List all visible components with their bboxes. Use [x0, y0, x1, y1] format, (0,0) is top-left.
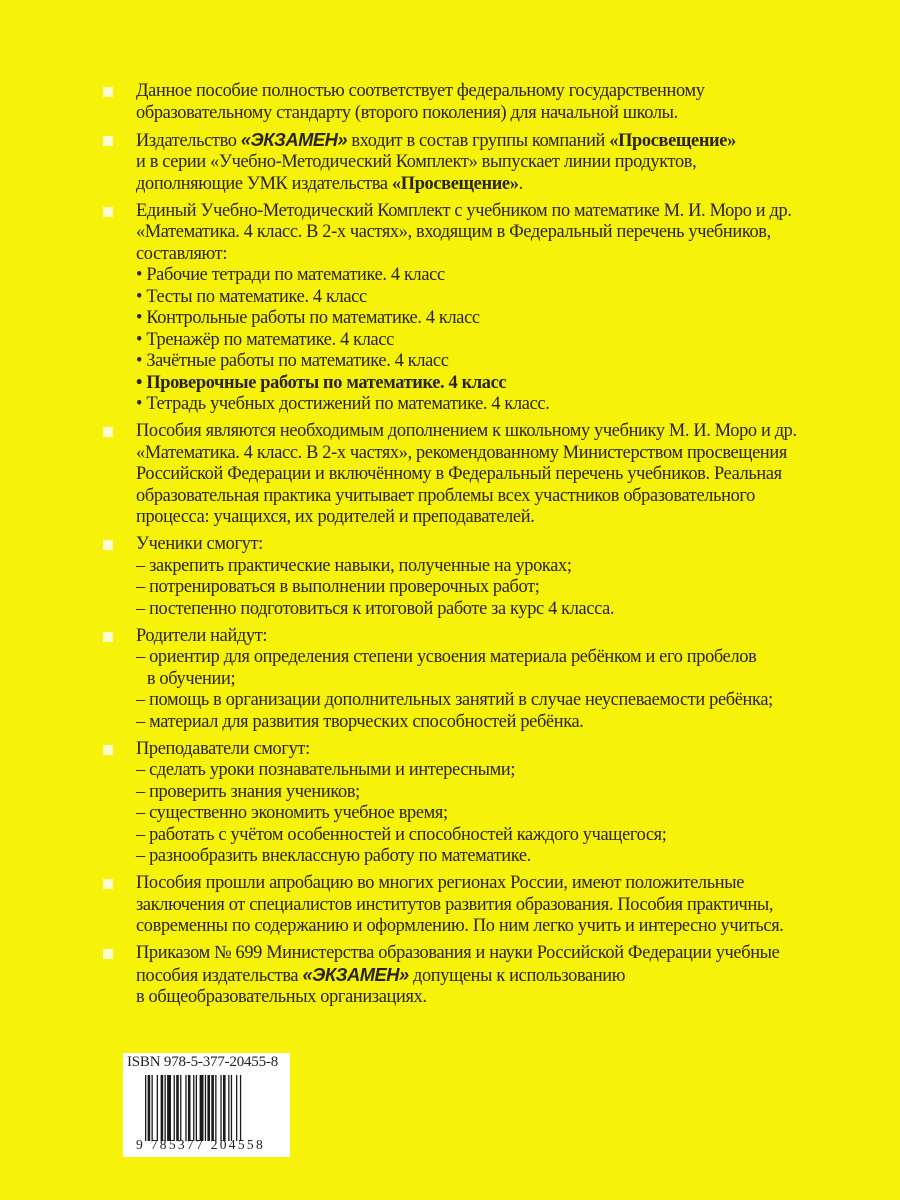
square-bullet-icon	[103, 207, 113, 217]
text-segment: образовательная практика учитывает проблемы всех участников образовательного	[136, 484, 755, 506]
text-line	[136, 463, 886, 485]
square-bullet-icon	[103, 540, 113, 550]
text-segment: • Тесты по математике. 4 класс	[136, 285, 367, 307]
text-line	[136, 824, 886, 846]
square-bullet-icon	[103, 632, 113, 642]
text-segment: – закрепить практические навыки, полученные на уроках;	[136, 554, 572, 576]
text-line	[136, 759, 886, 781]
barcode-bar	[148, 1075, 151, 1141]
barcode-bar	[231, 1075, 232, 1141]
text-segment: Родители найдут:	[136, 624, 268, 646]
barcode-bar	[145, 1075, 146, 1141]
square-bullet-icon	[103, 87, 113, 97]
text-line	[136, 506, 886, 528]
barcode-bar	[161, 1075, 164, 1141]
barcode-bar	[200, 1075, 204, 1141]
barcode-bar	[193, 1075, 194, 1141]
text-line	[136, 243, 886, 265]
text-segment: • Тетрадь учебных достижений по математике. 4 класс.	[136, 393, 550, 414]
emphasis-text: «Просвещение»	[391, 172, 519, 194]
text-line	[136, 286, 886, 308]
barcode-bar	[240, 1075, 241, 1141]
text-segment: Данное пособие полностью соответствует федеральному государственному	[136, 80, 705, 101]
text-segment: дополняющие УМК издательства	[136, 172, 392, 194]
text-segment: – разнообразить внеклассную работу по математике.	[136, 845, 531, 866]
barcode-bar	[188, 1075, 191, 1141]
cover-text	[136, 80, 896, 1013]
text-line	[136, 845, 886, 867]
barcode-bar	[167, 1075, 171, 1141]
barcode-bar	[215, 1075, 216, 1141]
text-segment: составляют:	[136, 242, 228, 264]
barcode-bar	[220, 1075, 221, 1141]
text-segment: входит в состав группы компаний	[347, 129, 610, 151]
text-segment: Приказом № 699 Министерства образования и науки Российской Федерации учебные	[136, 942, 780, 963]
text-line	[136, 894, 886, 916]
isbn-label: ISBN 978-5-377-20455-8	[127, 1054, 279, 1070]
text-line	[136, 80, 886, 102]
text-line	[136, 173, 886, 195]
square-bullet-icon	[103, 745, 113, 755]
text-segment: Преподаватели смогут:	[136, 737, 310, 759]
text-segment: – работать с учётом особенностей и способностей каждого учащегося;	[136, 823, 667, 845]
barcode-bar	[228, 1075, 229, 1141]
text-segment: • Контрольные работы по математике. 4 класс	[136, 307, 480, 328]
emphasis-text: «Просвещение»	[609, 129, 736, 151]
text-segment: «Математика. 4 класс. В 2-х частях», рекомендованному Министерством просвещения	[136, 441, 787, 463]
text-segment: Единый Учебно-Методический Комплект с учебником по математике М. И. Моро и др.	[136, 199, 792, 221]
square-bullet-icon	[103, 427, 113, 437]
text-segment: – сделать уроки познавательными и интересными;	[136, 759, 516, 780]
barcode-bar	[236, 1075, 237, 1141]
text-line	[136, 711, 886, 733]
text-segment: в общеобразовательных организациях.	[136, 986, 427, 1007]
text-line	[136, 625, 886, 647]
text-line	[136, 393, 886, 415]
text-line	[136, 598, 886, 620]
text-segment: Российской Федерации и включённому в Федеральный перечень учебников. Реальная	[136, 463, 782, 484]
paragraph-block	[136, 129, 896, 195]
barcode-bar	[180, 1075, 181, 1141]
barcode-bar	[196, 1075, 197, 1141]
text-segment: «Математика. 4 класс. В 2-х частях», входящим в Федеральный перечень учебников,	[136, 221, 771, 242]
emphasis-text: «ЭКЗАМЕН»	[302, 963, 409, 985]
text-line	[136, 942, 886, 964]
text-segment: заключения от специалистов институтов развития образования. Пособия практичны,	[136, 893, 774, 915]
square-bullet-icon	[103, 879, 113, 889]
text-segment: – помощь в организации дополнительных занятий в случае неуспеваемости ребёнка;	[136, 689, 773, 710]
text-line	[136, 555, 886, 577]
text-segment: пособия издательства	[136, 964, 303, 986]
text-line	[136, 872, 886, 894]
barcode-bar	[157, 1075, 158, 1141]
paragraph-block	[136, 533, 896, 619]
text-segment: процесса: учащихся, их родителей и преподавателей.	[136, 506, 535, 527]
paragraph-block	[136, 872, 896, 937]
text-line	[136, 350, 886, 372]
text-segment: • Рабочие тетради по математике. 4 класс	[136, 264, 445, 285]
text-segment: в обучении;	[146, 667, 236, 689]
text-line	[136, 307, 886, 329]
paragraph-block	[136, 738, 896, 867]
paragraph-block	[136, 625, 896, 733]
text-line	[136, 264, 886, 286]
text-segment: Пособия являются необходимым дополнением к школьному учебнику М. И. Моро и др.	[136, 420, 797, 441]
barcode-bars-icon	[145, 1075, 275, 1141]
text-line	[136, 576, 886, 598]
text-line	[136, 738, 886, 760]
barcode-bar	[207, 1075, 210, 1141]
isbn-barcode	[123, 1053, 290, 1157]
text-segment: и в серии «Учебно-Методический Комплект» выпускает линии продуктов,	[136, 151, 697, 172]
text-segment: Ученики смогут:	[136, 533, 263, 554]
text-line	[136, 802, 886, 824]
emphasis-text: «ЭКЗАМЕН»	[240, 128, 348, 150]
text-segment: допущены к использованию	[408, 964, 626, 986]
text-segment: – ориентир для определения степени усвоения материала ребёнком и его пробелов	[136, 646, 757, 667]
text-line	[136, 221, 886, 243]
text-line	[136, 689, 886, 711]
text-line	[136, 200, 886, 222]
text-segment: – потренироваться в выполнении проверочных работ;	[136, 576, 540, 597]
text-segment: Пособия прошли апробацию во многих регионах России, имеют положительные	[136, 872, 745, 893]
text-line	[136, 964, 886, 987]
paragraph-block	[136, 200, 896, 415]
barcode-bar	[174, 1075, 175, 1141]
square-bullet-icon	[103, 136, 113, 146]
barcode-bar	[152, 1075, 153, 1141]
paragraph-block	[136, 80, 896, 123]
square-bullet-icon	[103, 949, 113, 959]
text-line	[136, 372, 886, 394]
text-line	[136, 420, 886, 442]
text-line	[136, 915, 886, 937]
text-line	[136, 151, 886, 173]
text-segment: – существенно экономить учебное время;	[136, 802, 448, 823]
text-segment: – постепенно подготовиться к итоговой работе за курс 4 класса.	[136, 597, 615, 619]
text-line	[136, 986, 886, 1008]
text-line	[136, 485, 886, 507]
barcode-bar	[211, 1075, 214, 1141]
paragraph-block	[136, 942, 896, 1008]
barcode-bar	[165, 1075, 166, 1141]
barcode-bar	[176, 1075, 179, 1141]
barcode-bar	[223, 1075, 226, 1141]
text-segment: Издательство	[136, 129, 241, 151]
text-segment: современны по содержанию и оформлению. По ним легко учить и интересно учиться.	[136, 915, 784, 936]
text-segment: .	[518, 172, 523, 194]
text-line	[136, 102, 886, 124]
barcode-digits: 9 785377 204558	[136, 1137, 265, 1152]
text-line	[136, 781, 886, 803]
text-segment: – проверить знания учеников;	[136, 780, 360, 802]
text-line	[136, 129, 886, 152]
text-segment: образовательному стандарту (второго поколения) для начальной школы.	[136, 101, 678, 123]
text-line	[136, 533, 886, 555]
text-segment: • Тренажёр по математике. 4 класс	[136, 328, 394, 350]
text-line	[136, 329, 886, 351]
barcode-bar	[185, 1075, 186, 1141]
text-segment: • Зачётные работы по математике. 4 класс	[136, 350, 449, 371]
emphasis-text: • Проверочные работы по математике. 4 класс	[136, 371, 507, 393]
text-line	[136, 668, 886, 690]
text-segment: – материал для развития творческих способностей ребёнка.	[136, 710, 584, 732]
text-line	[136, 646, 886, 668]
text-line	[136, 442, 886, 464]
barcode-bar	[205, 1075, 206, 1141]
paragraph-block	[136, 420, 896, 528]
